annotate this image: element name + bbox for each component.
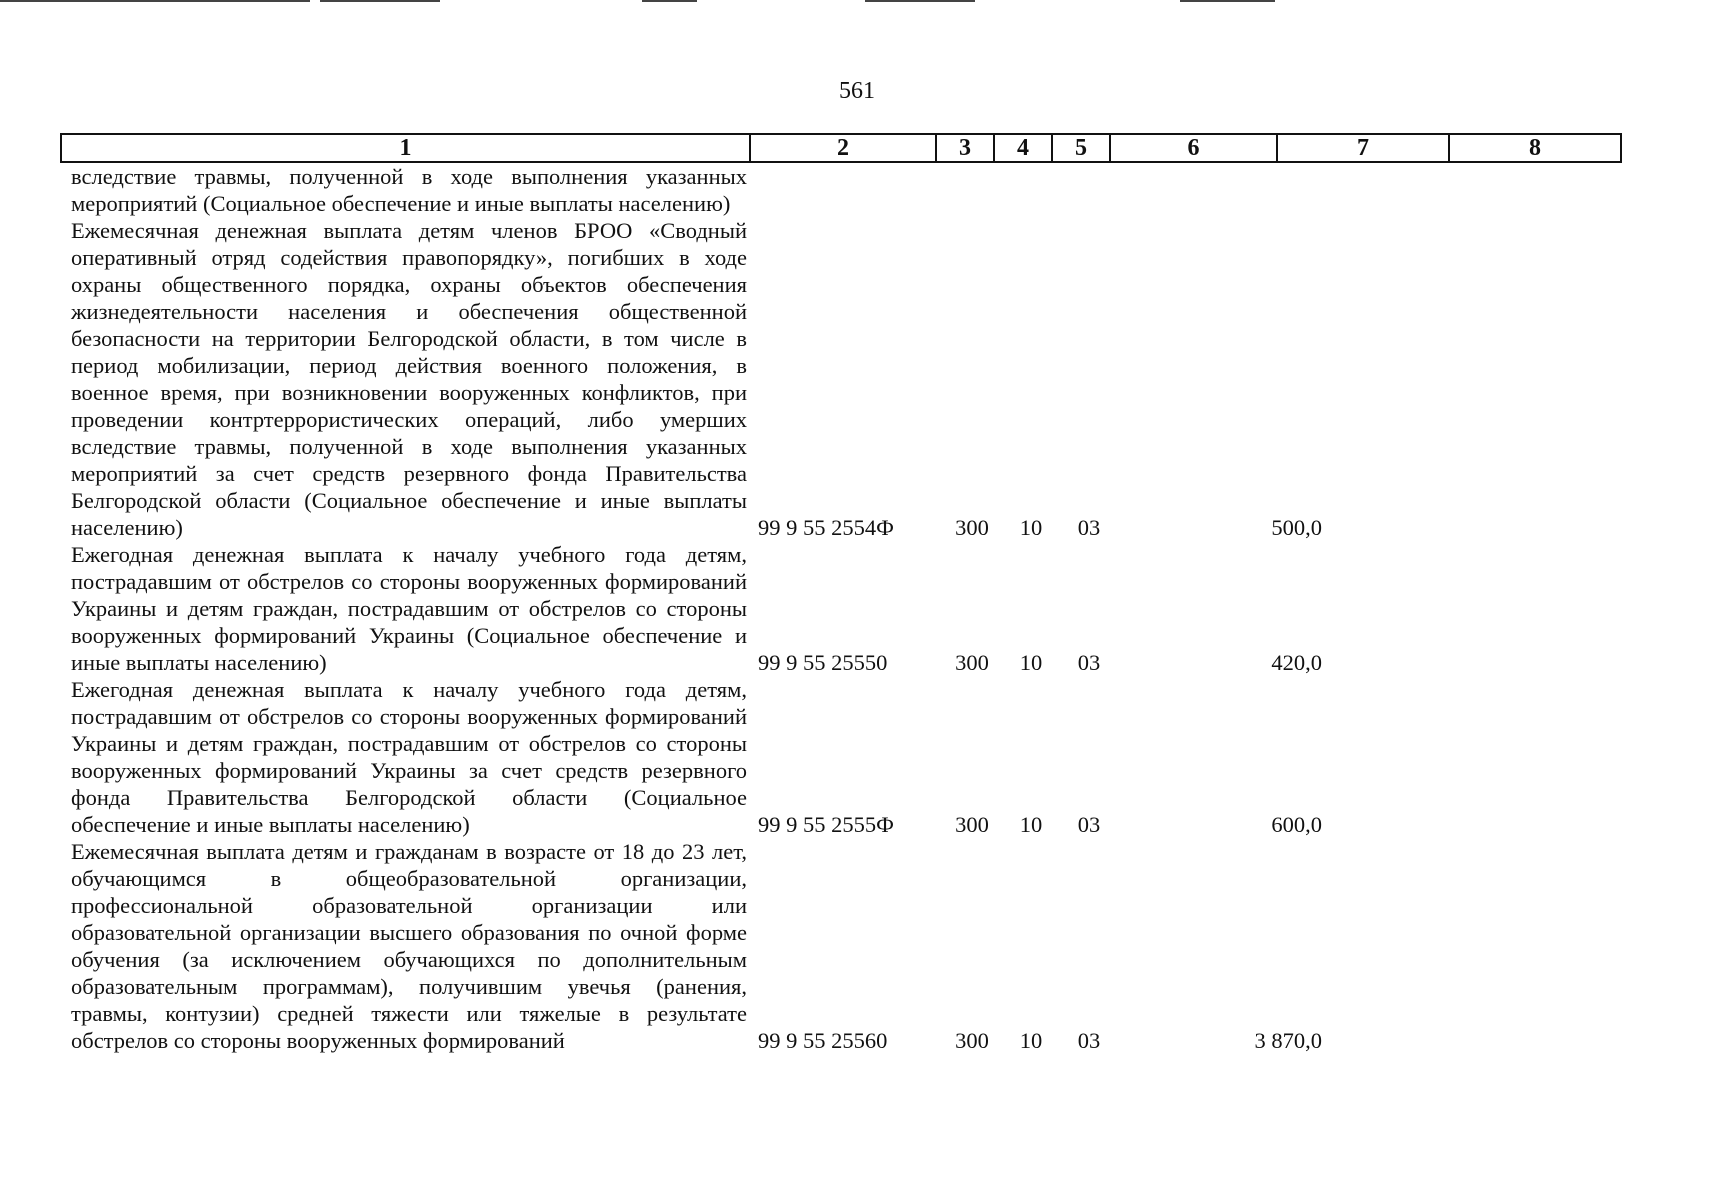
- row-amount: 420,0: [1271, 650, 1322, 675]
- column-header-4: 4: [994, 134, 1052, 162]
- row-amount: 600,0: [1271, 812, 1322, 837]
- row-description: вследствие травмы, полученной в ходе выполнения указанных мероприятий (Социальное обеспечение и иные выплаты населению): [71, 164, 747, 216]
- row-col5: 03: [1077, 650, 1101, 675]
- scan-artifact-line: [642, 0, 697, 2]
- scan-artifact-line: [865, 0, 975, 2]
- row-description: Ежегодная денежная выплата к началу учебного года детям, пострадавшим от обстрелов со стороны вооруженных формирований Украины и детям граждан, пострадавшим от обстрелов со стороны вооруженных формирований Украины за счет средств резервного фонда Правительства Белгородской области (Социальное обеспечение и иные выплаты населению): [71, 677, 747, 837]
- row-description: Ежемесячная выплата детям и гражданам в возрасте от 18 до 23 лет, обучающимся в общеобразовательной организации, профессиональной образовательной организации или образовательной организации высшего образования по очной форме обучения (за исключением обучающихся по дополнительным образовательным программам), получившим увечья (ранения, травмы, контузии) средней тяжести или тяжелые в результате обстрелов со стороны вооруженных формирований: [71, 839, 747, 1053]
- page-number: 561: [839, 78, 875, 104]
- table-row: [60, 541, 1620, 676]
- column-header-8: 8: [1449, 134, 1621, 162]
- column-header-2: 2: [750, 134, 936, 162]
- row-col5: 03: [1077, 1028, 1101, 1053]
- row-amount: 500,0: [1271, 515, 1322, 540]
- scan-artifact-line: [0, 0, 310, 2]
- row-col4: 10: [1019, 812, 1043, 837]
- scan-artifact-line: [1180, 0, 1275, 2]
- column-header-3: 3: [936, 134, 994, 162]
- table-row: [60, 838, 1620, 1054]
- row-col3: 300: [955, 1028, 989, 1053]
- column-header-6: 6: [1110, 134, 1277, 162]
- column-header-5: 5: [1052, 134, 1110, 162]
- row-col4: 10: [1019, 650, 1043, 675]
- row-col4: 10: [1019, 1028, 1043, 1053]
- row-col3: 300: [955, 515, 989, 540]
- scan-artifact-line: [320, 0, 440, 2]
- row-code: 99 9 55 25550: [758, 650, 888, 675]
- row-code: 99 9 55 2555Ф: [758, 812, 894, 837]
- row-col4: 10: [1019, 515, 1043, 540]
- row-amount: 3 870,0: [1254, 1028, 1322, 1053]
- row-col5: 03: [1077, 812, 1101, 837]
- row-description: Ежемесячная денежная выплата детям членов БРОО «Сводный оперативный отряд содействия правопорядку», погибших в ходе охраны общественного порядка, охраны объектов обеспечения жизнедеятельности населения и обеспечения общественной безопасности на территории Белгородской области, в том числе в период мобилизации, период действия военного положения, в военное время, при возникновении вооруженных конфликтов, при проведении контртеррористических операций, либо умерших вследствие травмы, полученной в ходе выполнения указанных мероприятий за счет средств резервного фонда Правительства Белгородской области (Социальное обеспечение и иные выплаты населению): [71, 218, 747, 540]
- table-body: [60, 163, 1620, 1054]
- column-header-7: 7: [1277, 134, 1449, 162]
- table-row: [60, 217, 1620, 541]
- row-col5: 03: [1077, 515, 1101, 540]
- column-header-1: 1: [61, 134, 750, 162]
- row-code: 99 9 55 2554Ф: [758, 515, 894, 540]
- row-col3: 300: [955, 650, 989, 675]
- row-col3: 300: [955, 812, 989, 837]
- row-code: 99 9 55 25560: [758, 1028, 888, 1053]
- row-description: Ежегодная денежная выплата к началу учебного года детям, пострадавшим от обстрелов со стороны вооруженных формирований Украины и детям граждан, пострадавшим от обстрелов со стороны вооруженных формирований Украины (Социальное обеспечение и иные выплаты населению): [71, 542, 747, 675]
- table-row: [60, 676, 1620, 838]
- table-header: [60, 133, 1622, 163]
- table-row: [60, 163, 1620, 217]
